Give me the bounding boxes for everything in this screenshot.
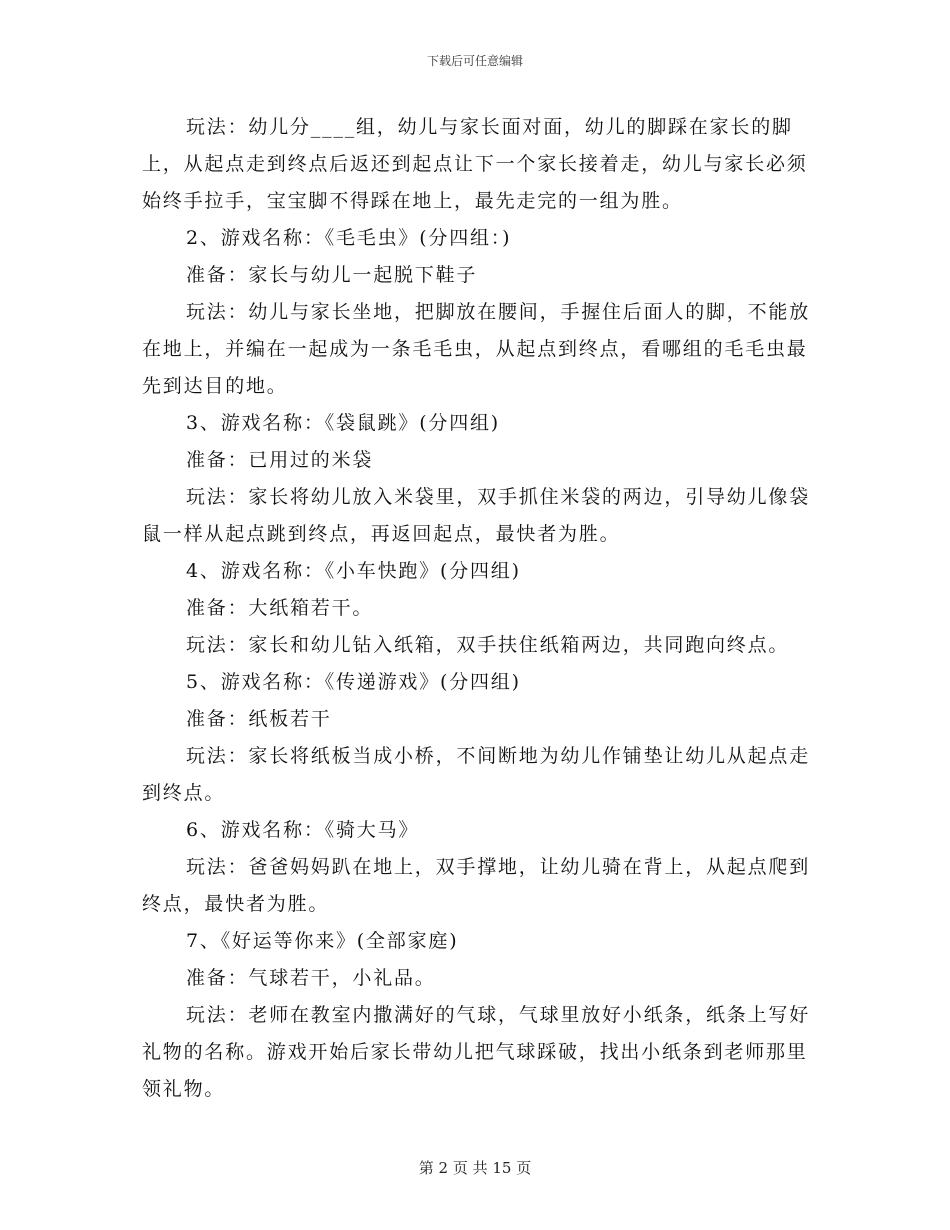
page-header: 下载后可任意编辑 <box>426 54 523 68</box>
paragraph: 准备：气球若干，小礼品。 <box>186 967 436 989</box>
page-footer: 第 2 页 共 15 页 <box>418 1159 532 1177</box>
paragraph: 准备：大纸箱若干。 <box>186 597 374 619</box>
document-body <box>142 109 814 1108</box>
section-heading: 7、《好运等你来》(全部家庭) <box>186 930 459 952</box>
paragraph: 玩法：老师在教室内撒满好的气球，气球里放好小纸条，纸条上写好礼物的名称。游戏开始后家长带幼儿把气球踩破，找出小纸条到老师那里领礼物。 <box>142 1004 811 1100</box>
paragraph: 玩法：爸爸妈妈趴在地上，双手撑地，让幼儿骑在背上，从起点爬到终点，最快者为胜。 <box>142 856 811 915</box>
section-heading: 2、游戏名称：《毛毛虫》(分四组：) <box>186 227 512 249</box>
paragraph: 玩法：幼儿分____组，幼儿与家长面对面，幼儿的脚踩在家长的脚上，从起点走到终点后返还到起点让下一个家长接着走，幼儿与家长必须始终手拉手，宝宝脚不得踩在地上，最先走完的一组为胜。 <box>142 116 808 212</box>
paragraph: 准备：已用过的米袋 <box>186 449 374 471</box>
paragraph: 玩法：家长将幼儿放入米袋里，双手抓住米袋的两边，引导幼儿像袋鼠一样从起点跳到终点，再返回起点，最快者为胜。 <box>142 486 811 545</box>
paragraph: 准备：纸板若干 <box>186 708 332 730</box>
paragraph: 准备：家长与幼儿一起脱下鞋子 <box>186 264 478 286</box>
section-heading: 3、游戏名称：《袋鼠跳》(分四组) <box>186 412 501 434</box>
paragraph: 玩法：家长将纸板当成小桥，不间断地为幼儿作铺垫让幼儿从起点走到终点。 <box>142 745 811 804</box>
section-heading: 6、游戏名称：《骑大马》 <box>186 819 420 841</box>
paragraph: 玩法：家长和幼儿钻入纸箱，双手扶住纸箱两边，共同跑向终点。 <box>186 634 790 656</box>
paragraph: 玩法：幼儿与家长坐地，把脚放在腰间，手握住后面人的脚，不能放在地上，并编在一起成为一条毛毛虫，从起点到终点，看哪组的毛毛虫最先到达目的地。 <box>142 301 811 397</box>
section-heading: 4、游戏名称：《小车快跑》(分四组) <box>186 560 521 582</box>
section-heading: 5、游戏名称：《传递游戏》(分四组) <box>186 671 521 693</box>
